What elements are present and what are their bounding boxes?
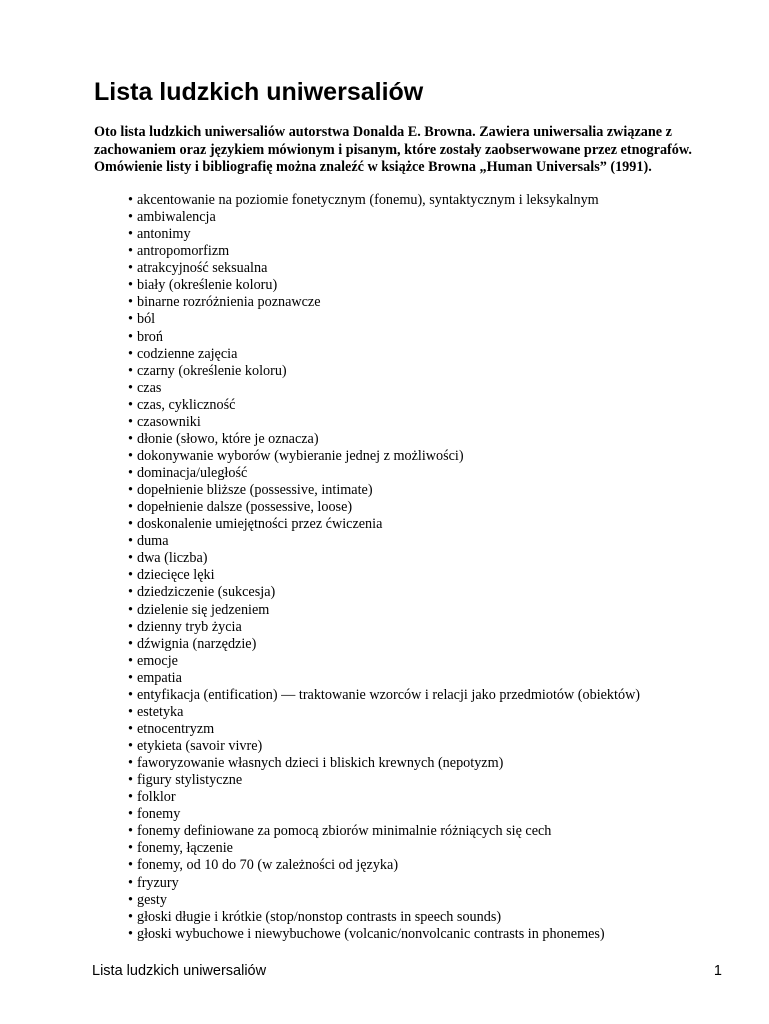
- list-item-text: codzienne zajęcia: [136, 345, 238, 362]
- bullet-icon: •: [128, 567, 133, 584]
- list-item-text: binarne rozróżnienia poznawcze: [136, 294, 321, 311]
- list-item: [128, 926, 640, 943]
- intro-line: Omówienie listy i bibliografię można znaleźć w książce Browna „Human Universals” (1991).: [94, 159, 652, 175]
- bullet-icon: •: [128, 379, 133, 396]
- list-item: [128, 414, 640, 431]
- bullet-icon: •: [128, 891, 133, 908]
- list-item: [128, 243, 640, 260]
- bullet-icon: •: [128, 294, 133, 311]
- list-item: [128, 277, 640, 294]
- bullet-icon: •: [128, 413, 133, 430]
- list-item-text: figury stylistyczne: [136, 772, 243, 789]
- list-item-text: fonemy, łączenie: [136, 840, 233, 857]
- list-item-text: empatia: [136, 669, 182, 686]
- list-item: [128, 755, 640, 772]
- bullet-icon: •: [128, 669, 133, 686]
- bullet-icon: •: [128, 857, 133, 874]
- list-item-text: czas: [136, 379, 162, 396]
- list-item-text: doskonalenie umiejętności przez ćwiczenia: [136, 516, 383, 533]
- list-item-text: emocje: [136, 652, 178, 669]
- list-item-text: ambiwalencja: [136, 209, 216, 226]
- bullet-icon: •: [128, 652, 133, 669]
- bullet-icon: •: [128, 908, 133, 925]
- bullet-icon: •: [128, 738, 133, 754]
- list-item-text: głoski długie i krótkie (stop/nonstop contrasts in speech sounds): [136, 908, 502, 925]
- list-item-text: dzienny tryb życia: [136, 618, 242, 635]
- list-item-text: dominacja/uległość: [136, 465, 248, 481]
- list-item: [128, 619, 640, 636]
- bullet-icon: •: [128, 823, 133, 840]
- list-item-text: dzielenie się jedzeniem: [136, 601, 270, 618]
- list-item-text: dwa (liczba): [136, 550, 208, 567]
- list-item-text: dokonywanie wyborów (wybieranie jednej z możliwości): [136, 447, 464, 464]
- list-item-text: folklor: [136, 789, 176, 806]
- page-number: 1: [713, 963, 722, 979]
- intro-line: zachowaniem oraz językiem mówionym i pisanym, które zostały zaobserwowane przez etnografów.: [94, 141, 692, 158]
- list-item: [128, 789, 640, 806]
- list-item: [128, 653, 640, 670]
- bullet-icon: •: [128, 703, 133, 720]
- list-item-text: fonemy definiowane za pomocą zbiorów minimalnie różniących się cech: [136, 823, 552, 840]
- bullet-icon: •: [128, 840, 133, 857]
- bullet-icon: •: [128, 874, 133, 891]
- list-item: [128, 602, 640, 619]
- bullet-icon: •: [128, 465, 133, 481]
- bullet-icon: •: [128, 686, 133, 703]
- list-item-text: broń: [136, 328, 163, 345]
- list-item-text: dłonie (słowo, które je oznacza): [136, 430, 319, 447]
- bullet-icon: •: [128, 328, 133, 345]
- bullet-icon: •: [128, 720, 133, 737]
- list-item: [128, 431, 640, 448]
- list-item-text: antonimy: [136, 226, 191, 243]
- list-item-text: dziedziczenie (sukcesja): [136, 584, 276, 601]
- bullet-icon: •: [128, 396, 133, 413]
- bullet-icon: •: [128, 192, 133, 208]
- list-item: [128, 260, 640, 277]
- list-item: [128, 738, 640, 755]
- bullet-icon: •: [128, 635, 133, 652]
- list-item: [128, 875, 640, 892]
- list-item: [128, 448, 640, 465]
- list-item-text: dopełnienie bliższe (possessive, intimate): [136, 482, 373, 499]
- bullet-icon: •: [128, 789, 133, 806]
- bullet-icon: •: [128, 550, 133, 567]
- list-item: [128, 465, 640, 482]
- intro-line: Oto lista ludzkich uniwersaliów autorstwa Donalda E. Browna. Zawiera uniwersalia związane z: [94, 124, 672, 140]
- bullet-icon: •: [128, 362, 133, 379]
- list-item-text: czas, cykliczność: [136, 396, 236, 413]
- bullet-icon: •: [128, 925, 133, 942]
- list-item-text: atrakcyjność seksualna: [136, 260, 268, 277]
- bullet-icon: •: [128, 618, 133, 635]
- list-item: [128, 857, 640, 874]
- list-item: [128, 772, 640, 789]
- list-item-text: antropomorfizm: [136, 243, 230, 260]
- list-item: [128, 329, 640, 346]
- list-item-text: biały (określenie koloru): [136, 277, 278, 294]
- intro-paragraph: [94, 124, 734, 177]
- list-item-text: entyfikacja (entification) — traktowanie wzorców i relacji jako przedmiotów (obiektów): [136, 686, 641, 703]
- bullet-icon: •: [128, 533, 133, 550]
- list-item: [128, 840, 640, 857]
- list-item-text: faworyzowanie własnych dzieci i bliskich krewnych (nepotyzm): [136, 755, 504, 772]
- page-title: Lista ludzkich uniwersaliów: [94, 78, 424, 106]
- list-item: [128, 294, 640, 311]
- bullet-icon: •: [128, 447, 133, 464]
- list-item: [128, 209, 640, 226]
- bullet-icon: •: [128, 277, 133, 294]
- list-item-text: gesty: [136, 891, 167, 908]
- bullet-icon: •: [128, 345, 133, 362]
- list-item-text: fonemy: [136, 806, 181, 823]
- list-item-text: czarny (określenie koloru): [136, 362, 287, 379]
- bullet-icon: •: [128, 806, 133, 823]
- list-item-text: etnocentryzm: [136, 720, 215, 737]
- list-item: [128, 516, 640, 533]
- list-item: [128, 380, 640, 397]
- list-item: [128, 499, 640, 516]
- list-item: [128, 721, 640, 738]
- list-item: [128, 550, 640, 567]
- list-item: [128, 482, 640, 499]
- list-item: [128, 823, 640, 840]
- bullet-icon: •: [128, 601, 133, 618]
- list-item: [128, 397, 640, 414]
- bullet-icon: •: [128, 584, 133, 601]
- list-item: [128, 806, 640, 823]
- list-item: [128, 892, 640, 909]
- list-item-text: estetyka: [136, 703, 184, 720]
- list-item: [128, 346, 640, 363]
- list-item: [128, 363, 640, 380]
- list-item-text: etykieta (savoir vivre): [136, 738, 263, 754]
- list-item: [128, 567, 640, 584]
- bullet-icon: •: [128, 243, 133, 260]
- bullet-icon: •: [128, 260, 133, 277]
- bullet-icon: •: [128, 311, 133, 328]
- list-item-text: dziecięce lęki: [136, 567, 215, 584]
- list-item-text: czasowniki: [136, 413, 201, 430]
- bullet-icon: •: [128, 499, 133, 516]
- bullet-icon: •: [128, 482, 133, 499]
- list-item: [128, 584, 640, 601]
- list-item-text: duma: [136, 533, 169, 550]
- footer-title: Lista ludzkich uniwersaliów: [92, 963, 267, 979]
- list-item: [128, 687, 640, 704]
- list-item-text: akcentowanie na poziomie fonetycznym (fonemu), syntaktycznym i leksykalnym: [136, 192, 599, 208]
- list-item-text: fonemy, od 10 do 70 (w zależności od języka): [136, 857, 399, 874]
- list-item: [128, 636, 640, 653]
- bullet-icon: •: [128, 755, 133, 772]
- list-item: [128, 670, 640, 687]
- list-item: [128, 533, 640, 550]
- list-item-text: głoski wybuchowe i niewybuchowe (volcanic/nonvolcanic contrasts in phonemes): [136, 925, 605, 942]
- list-item: [128, 192, 640, 209]
- list-item-text: fryzury: [136, 874, 179, 891]
- bullet-icon: •: [128, 209, 133, 226]
- universals-list: [128, 192, 640, 943]
- list-item-text: dopełnienie dalsze (possessive, loose): [136, 499, 353, 516]
- bullet-icon: •: [128, 226, 133, 243]
- bullet-icon: •: [128, 772, 133, 789]
- list-item-text: dźwignia (narzędzie): [136, 635, 257, 652]
- list-item: [128, 226, 640, 243]
- list-item: [128, 311, 640, 328]
- list-item: [128, 704, 640, 721]
- list-item: [128, 909, 640, 926]
- bullet-icon: •: [128, 516, 133, 533]
- bullet-icon: •: [128, 430, 133, 447]
- list-item-text: ból: [136, 311, 156, 328]
